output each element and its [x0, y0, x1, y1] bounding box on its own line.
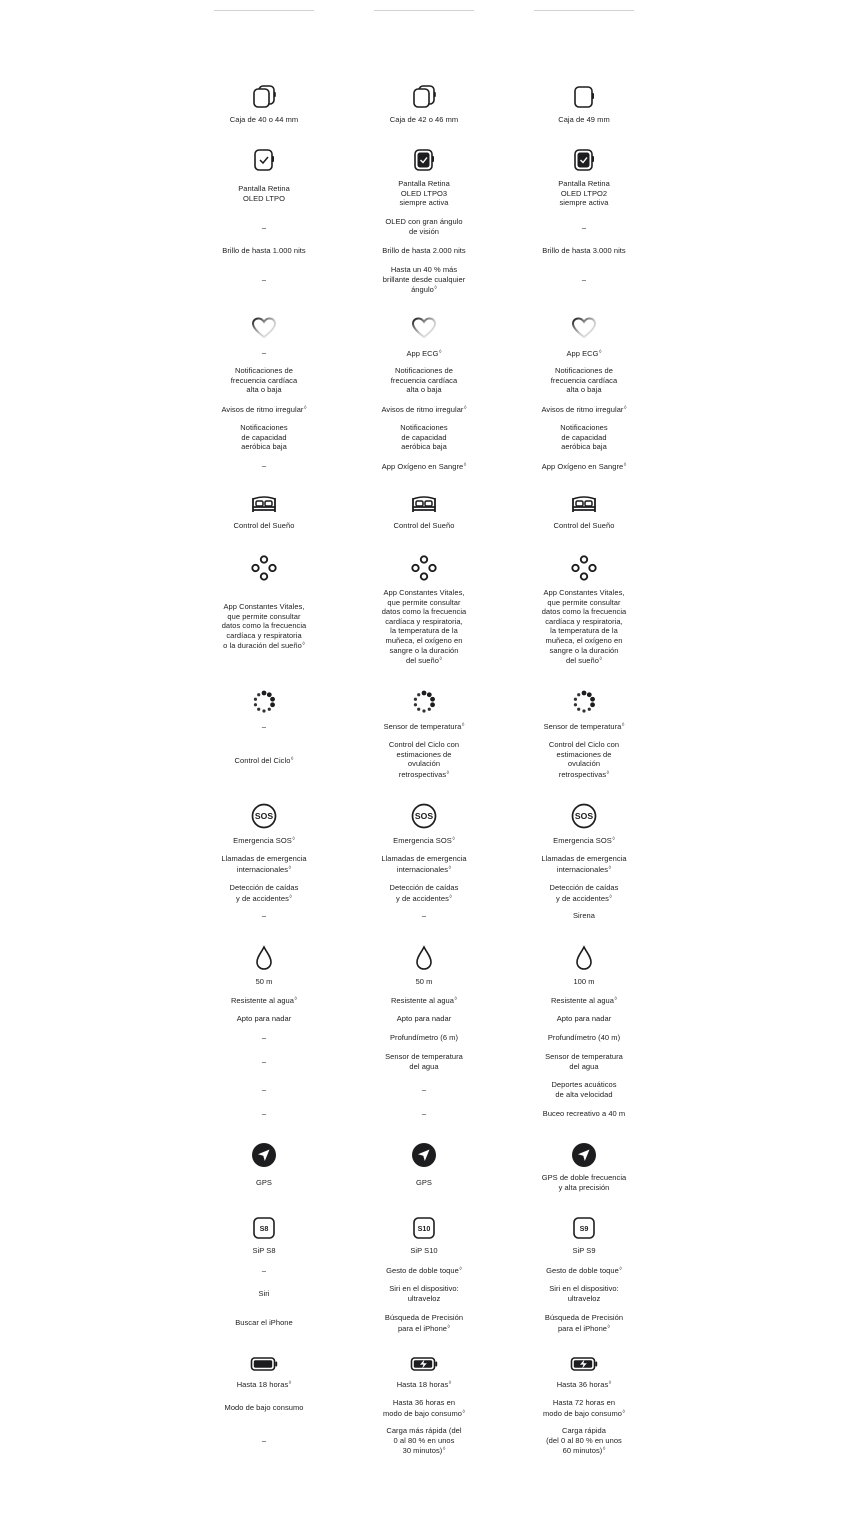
water-spec — [524, 995, 644, 1006]
chip-spec — [524, 1246, 644, 1256]
footnote-marker[interactable]: ◊ — [288, 864, 292, 871]
spec-text: Deportes acuáticos de alta velocidad — [551, 1080, 617, 1099]
chip-spec — [204, 1318, 324, 1328]
water-spec — [364, 1052, 484, 1071]
spec-text: SiP S8 — [252, 1246, 276, 1255]
spec-text: Control del Sueño — [553, 521, 615, 530]
water-spec — [524, 1109, 644, 1119]
sleep-spec — [204, 521, 324, 531]
health-spec — [204, 461, 324, 471]
spec-text: 50 m — [415, 977, 433, 986]
battery-spec — [524, 1398, 644, 1418]
spec-text: – — [261, 461, 267, 470]
health-spec — [204, 348, 324, 358]
spec-text: – — [261, 348, 267, 357]
spec-text: Detección de caídas y de accidentes — [389, 883, 459, 903]
bed-icon — [250, 490, 278, 518]
spec-text: GPS de doble frecuencia y alta precisión — [541, 1173, 627, 1192]
spec-text: – — [261, 1109, 267, 1118]
chip-spec — [364, 1313, 484, 1333]
spec-text: Carga rápida (del 0 al 80 % en unos 60 minutos) — [546, 1426, 622, 1456]
display-spec — [524, 223, 644, 233]
spec-text: – — [261, 1085, 267, 1094]
display-spec — [364, 179, 484, 208]
chip-spec — [364, 1284, 484, 1303]
safety-spec — [524, 883, 644, 903]
health-spec — [524, 461, 644, 472]
battery-spec — [524, 1426, 644, 1456]
battery-spec — [204, 1403, 324, 1413]
display-spec — [524, 275, 644, 285]
spec-text: Apto para nadar — [236, 1014, 292, 1023]
footnote-marker[interactable]: ◊ — [448, 1380, 452, 1386]
footnote-marker[interactable]: ◊ — [459, 1266, 462, 1272]
spec-text: Caja de 42 o 46 mm — [389, 115, 459, 124]
spec-text: Apto para nadar — [556, 1014, 612, 1023]
gps-spec — [524, 1173, 644, 1192]
spec-text: Emergencia SOS — [393, 836, 452, 845]
column-divider — [214, 10, 314, 11]
spec-text: Siri — [258, 1289, 270, 1298]
display-spec — [204, 246, 324, 256]
spec-text: Pantalla Retina OLED LTPO2 siempre activa — [558, 179, 610, 208]
safety-spec — [204, 883, 324, 903]
battery-icon — [410, 1350, 438, 1378]
chip-spec — [524, 1313, 644, 1333]
water-spec — [204, 1109, 324, 1119]
spec-text: App Constantes Vitales, que permite consultar datos como la frecuencia cardíaca y respiratoria, la temperatura de la muñeca, el oxígeno en sangre o la duración del sueño — [541, 588, 627, 666]
footnote-marker[interactable]: ◊ — [290, 756, 294, 762]
spec-text: Llamadas de emergencia internacionales — [381, 854, 467, 874]
battery-spec — [364, 1379, 484, 1390]
spec-text: Hasta 36 horas en modo de bajo consumo — [383, 1398, 462, 1418]
battery-spec — [364, 1398, 484, 1418]
spec-text: Control del Sueño — [233, 521, 295, 530]
chip-spec — [524, 1284, 644, 1303]
display-spec — [364, 217, 484, 236]
footnote-marker[interactable]: ◊ — [599, 349, 602, 355]
spec-text: Brillo de hasta 2.000 nits — [382, 246, 466, 255]
spec-text: Buceo recreativo a 40 m — [542, 1109, 626, 1118]
gps-spec — [204, 1178, 324, 1188]
svg-text:SOS: SOS — [254, 811, 274, 822]
spec-text: – — [581, 275, 587, 284]
bed-icon — [410, 490, 438, 518]
health-spec — [204, 366, 324, 395]
spec-text: App ECG — [566, 349, 599, 358]
spec-text: Hasta un 40 % más brillante desde cualquier ángulo — [382, 265, 466, 295]
footnote-marker[interactable]: ◊ — [612, 836, 615, 842]
cycle-spec — [204, 722, 324, 732]
spec-text: Control del Ciclo con estimaciones de ovulación retrospectivas — [388, 740, 460, 779]
safety-spec — [364, 835, 484, 846]
spec-text: GPS — [256, 1178, 272, 1187]
footnote-marker[interactable]: ◊ — [607, 1323, 611, 1330]
health-spec — [364, 348, 484, 359]
battery-icon — [250, 1350, 278, 1378]
spec-text: – — [261, 275, 267, 284]
spec-text: Modo de bajo consumo — [224, 1403, 304, 1412]
spec-text: Siri en el dispositivo: ultraveloz — [549, 1284, 619, 1303]
spec-text: Resistente al agua — [230, 996, 294, 1005]
cycle-spec — [364, 740, 484, 779]
svg-text:SOS: SOS — [414, 811, 434, 822]
footnote-marker[interactable]: ◊ — [614, 996, 618, 1002]
sos-icon — [410, 802, 438, 830]
spec-text: Brillo de hasta 1.000 nits — [222, 246, 306, 255]
spec-text: – — [421, 911, 427, 920]
water-spec — [524, 1014, 644, 1024]
display-spec — [204, 275, 324, 285]
spec-text: Llamadas de emergencia internacionales — [541, 854, 627, 874]
cycle-spec — [364, 721, 484, 732]
display-icon — [570, 146, 598, 174]
vitals-spec — [524, 588, 644, 666]
spec-text: Sirena — [573, 911, 595, 920]
spec-text: – — [261, 1436, 267, 1445]
spec-text: Caja de 49 mm — [558, 115, 610, 124]
water-spec — [364, 1109, 484, 1119]
battery-spec — [204, 1379, 324, 1390]
spec-text: Sensor de temperatura del agua — [385, 1052, 463, 1071]
footnote-marker[interactable]: ◊ — [602, 1446, 606, 1453]
spec-text: Hasta 72 horas en modo de bajo consumo — [543, 1398, 622, 1418]
spec-text: App ECG — [406, 349, 439, 358]
spec-text: Avisos de ritmo irregular — [381, 405, 464, 414]
bed-icon — [570, 490, 598, 518]
display-spec — [364, 265, 484, 295]
water-spec — [364, 1014, 484, 1024]
chip-spec — [204, 1289, 324, 1299]
spec-text: Notificaciones de capacidad aeróbica baja — [240, 423, 288, 452]
display-spec — [204, 184, 324, 203]
chip-spec — [364, 1246, 484, 1256]
vitals-spec — [364, 588, 484, 666]
spec-text: – — [261, 1266, 267, 1275]
svg-text:S10: S10 — [417, 1223, 431, 1233]
spec-text: Siri en el dispositivo: ultraveloz — [389, 1284, 459, 1303]
spec-text: OLED con gran ángulo de visión — [385, 217, 463, 236]
footnote-marker[interactable]: ◊ — [447, 1323, 451, 1330]
battery-spec — [364, 1426, 484, 1456]
water-spec — [524, 1080, 644, 1099]
footnote-marker[interactable]: ◊ — [452, 836, 455, 842]
vitals-icon — [570, 554, 598, 582]
footnote-marker[interactable]: ◊ — [442, 1446, 446, 1453]
spec-text: – — [421, 1085, 427, 1094]
chip-icon — [250, 1214, 278, 1242]
battery-icon — [570, 1350, 598, 1378]
water-spec — [364, 995, 484, 1006]
footnote-marker[interactable]: ◊ — [463, 462, 467, 468]
water-drop-icon — [250, 944, 278, 972]
water-spec — [204, 1033, 324, 1043]
footnote-marker[interactable]: ◊ — [599, 656, 602, 663]
spec-text: GPS — [416, 1178, 432, 1187]
safety-spec — [524, 835, 644, 846]
chip-icon — [410, 1214, 438, 1242]
spec-text: SiP S10 — [410, 1246, 438, 1255]
spec-text: Avisos de ritmo irregular — [221, 405, 304, 414]
spec-text: Notificaciones de frecuencia cardíaca alta o baja — [230, 366, 298, 395]
spec-text: – — [261, 1033, 267, 1042]
spec-text: Sensor de temperatura — [383, 722, 462, 731]
display-spec — [524, 179, 644, 208]
footnote-marker[interactable]: ◊ — [292, 836, 295, 842]
safety-spec — [524, 911, 644, 921]
case-size-label — [204, 115, 324, 125]
case-size-label — [524, 115, 644, 125]
spec-text: Hasta 36 horas — [556, 1380, 609, 1389]
spec-text: Emergencia SOS — [553, 836, 612, 845]
footnote-marker[interactable]: ◊ — [434, 285, 437, 292]
vitals-icon — [410, 554, 438, 582]
footnote-marker[interactable]: ◊ — [623, 462, 627, 468]
sos-icon — [570, 802, 598, 830]
cycle-icon — [410, 688, 438, 716]
footnote-marker[interactable]: ◊ — [463, 405, 467, 411]
display-icon — [250, 146, 278, 174]
footnote-marker[interactable]: ◊ — [288, 1380, 292, 1386]
footnote-marker[interactable]: ◊ — [619, 1266, 622, 1272]
footnote-marker[interactable]: ◊ — [608, 1380, 612, 1386]
footnote-marker[interactable]: ◊ — [462, 1408, 465, 1415]
cycle-icon — [570, 688, 598, 716]
spec-text: Sensor de temperatura del agua — [545, 1052, 623, 1071]
case-size-label — [364, 115, 484, 125]
battery-spec — [204, 1436, 324, 1446]
spec-text: Notificaciones de capacidad aeróbica baja — [400, 423, 448, 452]
chip-spec — [524, 1265, 644, 1276]
health-spec — [364, 366, 484, 395]
gps-spec — [364, 1178, 484, 1188]
safety-spec — [204, 911, 324, 921]
spec-text: – — [261, 1057, 267, 1066]
location-arrow-icon — [410, 1141, 438, 1169]
spec-text: Búsqueda de Precisión para el iPhone — [544, 1313, 624, 1333]
spec-text: – — [261, 911, 267, 920]
heart-icon — [250, 314, 278, 342]
footnote-marker[interactable]: ◊ — [439, 656, 442, 663]
footnote-marker[interactable]: ◊ — [448, 864, 452, 871]
footnote-marker[interactable]: ◊ — [461, 722, 465, 728]
spec-text: Detección de caídas y de accidentes — [549, 883, 619, 903]
spec-text: App Constantes Vitales, que permite consultar datos como la frecuencia cardíaca y respiratoria o la duración del sueño — [221, 602, 307, 651]
spec-text: SiP S9 — [572, 1246, 596, 1255]
footnote-marker[interactable]: ◊ — [609, 893, 612, 900]
spec-text: Buscar el iPhone — [235, 1318, 293, 1327]
spec-text: Avisos de ritmo irregular — [541, 405, 624, 414]
health-spec — [204, 404, 324, 415]
water-drop-icon — [570, 944, 598, 972]
water-spec — [204, 995, 324, 1006]
spec-text: Notificaciones de capacidad aeróbica baja — [560, 423, 608, 452]
spec-text: Resistente al agua — [550, 996, 614, 1005]
cycle-icon — [250, 688, 278, 716]
column-divider — [534, 10, 634, 11]
spec-text: Carga más rápida (del 0 al 80 % en unos 30 minutos) — [386, 1426, 462, 1456]
safety-spec — [204, 854, 324, 874]
cycle-spec — [204, 755, 324, 766]
spec-text: Emergencia SOS — [233, 836, 292, 845]
sleep-spec — [364, 521, 484, 531]
cycle-spec — [524, 740, 644, 779]
location-arrow-icon — [570, 1141, 598, 1169]
health-spec — [364, 404, 484, 415]
chip-spec — [204, 1266, 324, 1276]
safety-spec — [364, 911, 484, 921]
spec-text: Gesto de doble toque — [386, 1266, 459, 1275]
display-icon — [410, 146, 438, 174]
spec-text: Detección de caídas y de accidentes — [229, 883, 299, 903]
location-arrow-icon — [250, 1141, 278, 1169]
footnote-marker[interactable]: ◊ — [303, 405, 307, 411]
spec-text: Búsqueda de Precisión para el iPhone — [384, 1313, 464, 1333]
vitals-spec — [204, 602, 324, 651]
safety-spec — [364, 883, 484, 903]
water-spec — [524, 1052, 644, 1071]
display-spec — [524, 246, 644, 256]
water-spec — [204, 1085, 324, 1095]
footnote-marker[interactable]: ◊ — [302, 641, 305, 648]
sleep-spec — [524, 521, 644, 531]
footnote-marker[interactable]: ◊ — [294, 996, 298, 1002]
spec-text: Control del Ciclo — [234, 756, 291, 765]
spec-text: App Constantes Vitales, que permite consultar datos como la frecuencia cardíaca y respiratoria, la temperatura de la muñeca, el oxígeno en sangre o la duración del sueño — [381, 588, 467, 666]
heart-icon — [570, 314, 598, 342]
spec-text: Control del Sueño — [393, 521, 455, 530]
footnote-marker[interactable]: ◊ — [608, 864, 612, 871]
spec-text: 100 m — [573, 977, 595, 986]
spec-text: App Oxígeno en Sangre — [381, 462, 464, 471]
battery-spec — [524, 1379, 644, 1390]
water-spec — [364, 1085, 484, 1095]
chip-icon — [570, 1214, 598, 1242]
spec-text: App Oxígeno en Sangre — [541, 462, 624, 471]
sos-icon — [250, 802, 278, 830]
spec-text: Pantalla Retina OLED LTPO3 siempre activa — [398, 179, 450, 208]
heart-icon — [410, 314, 438, 342]
health-spec — [524, 348, 644, 359]
svg-text:S8: S8 — [259, 1223, 269, 1233]
case-icon — [250, 83, 278, 111]
footnote-marker[interactable]: ◊ — [606, 769, 610, 776]
spec-text: 50 m — [255, 977, 273, 986]
health-spec — [364, 461, 484, 472]
spec-text: Resistente al agua — [390, 996, 454, 1005]
cycle-spec — [524, 721, 644, 732]
spec-text: – — [421, 1109, 427, 1118]
spec-text: Sensor de temperatura — [543, 722, 622, 731]
health-spec — [364, 423, 484, 452]
health-spec — [524, 404, 644, 415]
footnote-marker[interactable]: ◊ — [449, 893, 452, 900]
water-spec — [364, 1033, 484, 1043]
spec-text: Profundímetro (40 m) — [547, 1033, 621, 1042]
spec-text: Control del Ciclo con estimaciones de ovulación retrospectivas — [548, 740, 620, 779]
svg-text:S9: S9 — [579, 1223, 589, 1233]
water-spec — [364, 977, 484, 987]
case-icon — [410, 83, 438, 111]
spec-text: Notificaciones de frecuencia cardíaca alta o baja — [550, 366, 618, 395]
spec-text: Hasta 18 horas — [396, 1380, 449, 1389]
footnote-marker[interactable]: ◊ — [439, 349, 442, 355]
safety-spec — [524, 854, 644, 874]
health-spec — [524, 423, 644, 452]
case-icon — [570, 83, 598, 111]
footnote-marker[interactable]: ◊ — [454, 996, 458, 1002]
footnote-marker[interactable]: ◊ — [621, 722, 625, 728]
spec-text: – — [261, 223, 267, 232]
spec-text: – — [581, 223, 587, 232]
spec-text: Apto para nadar — [396, 1014, 452, 1023]
water-spec — [204, 977, 324, 987]
footnote-marker[interactable]: ◊ — [446, 769, 450, 776]
water-spec — [204, 1057, 324, 1067]
safety-spec — [364, 854, 484, 874]
safety-spec — [204, 835, 324, 846]
spec-text: Notificaciones de frecuencia cardíaca alta o baja — [390, 366, 458, 395]
footnote-marker[interactable]: ◊ — [623, 405, 627, 411]
footnote-marker[interactable]: ◊ — [289, 893, 292, 900]
chip-spec — [364, 1265, 484, 1276]
health-spec — [524, 366, 644, 395]
water-spec — [204, 1014, 324, 1024]
spec-text: Caja de 40 o 44 mm — [229, 115, 299, 124]
spec-text: Hasta 18 horas — [236, 1380, 289, 1389]
spec-text: Profundímetro (6 m) — [389, 1033, 459, 1042]
spec-text: Gesto de doble toque — [546, 1266, 619, 1275]
water-spec — [524, 977, 644, 987]
display-spec — [204, 223, 324, 233]
display-spec — [364, 246, 484, 256]
spec-text: Brillo de hasta 3.000 nits — [542, 246, 626, 255]
water-drop-icon — [410, 944, 438, 972]
vitals-icon — [250, 554, 278, 582]
health-spec — [204, 423, 324, 452]
water-spec — [524, 1033, 644, 1043]
svg-text:SOS: SOS — [574, 811, 594, 822]
spec-text: Pantalla Retina OLED LTPO — [238, 184, 290, 203]
spec-text: Llamadas de emergencia internacionales — [221, 854, 307, 874]
footnote-marker[interactable]: ◊ — [622, 1408, 625, 1415]
spec-text: – — [261, 722, 267, 731]
column-divider — [374, 10, 474, 11]
chip-spec — [204, 1246, 324, 1256]
